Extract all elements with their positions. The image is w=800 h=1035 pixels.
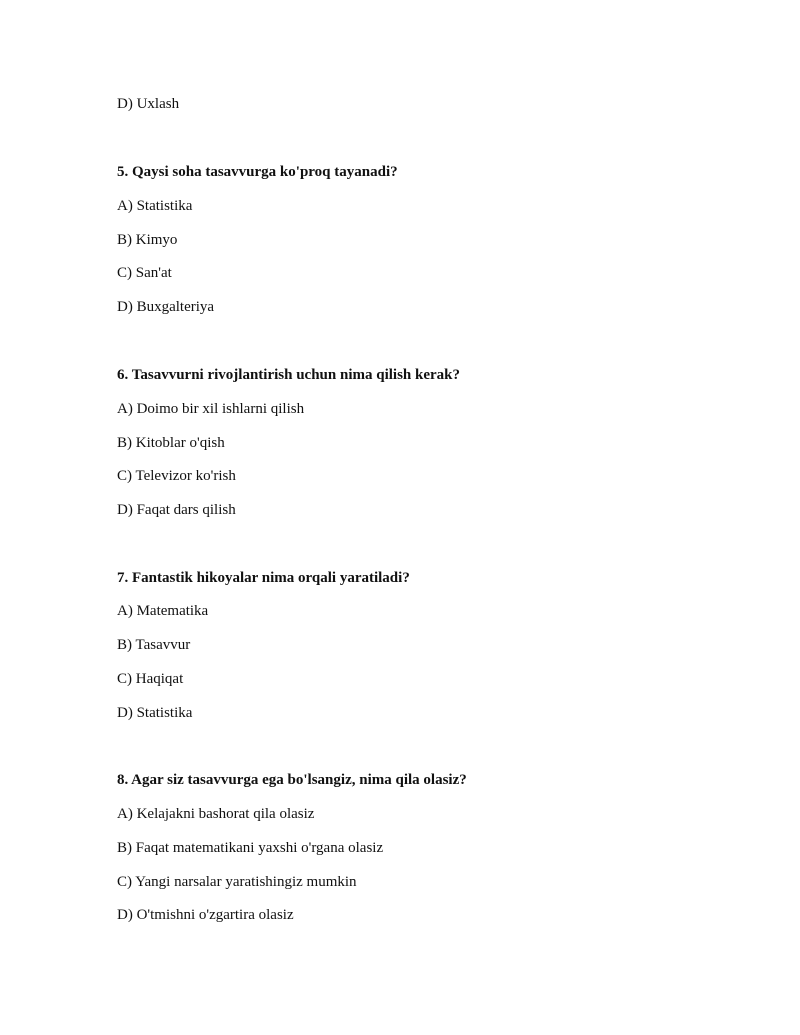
question-8-option-a: A) Kelajakni bashorat qila olasiz	[117, 806, 315, 822]
question-5-option-d: D) Buxgalteriya	[117, 299, 215, 315]
question-7-option-a: A) Matematika	[117, 603, 209, 619]
question-7-title: 7. Fantastik hikoyalar nima orqali yaratiladi?	[117, 570, 410, 586]
question-6-option-b: B) Kitoblar o'qish	[117, 435, 225, 451]
question-6-option-d: D) Faqat dars qilish	[117, 502, 236, 518]
question-7-option-c: C) Haqiqat	[117, 671, 184, 687]
question-7-option-b: B) Tasavvur	[117, 637, 191, 653]
question-8-option-c: C) Yangi narsalar yaratishingiz mumkin	[117, 874, 357, 890]
question-8-title: 8. Agar siz tasavvurga ega bo'lsangiz, nima qila olasiz?	[117, 772, 467, 788]
question-5-option-a: A) Statistika	[117, 198, 193, 214]
question-5-option-b: B) Kimyo	[117, 232, 178, 248]
question-5-option-c: C) San'at	[117, 265, 172, 281]
option-text: D) Uxlash	[117, 96, 180, 112]
question-6-title: 6. Tasavvurni rivojlantirish uchun nima qilish kerak?	[117, 367, 461, 383]
question-7-option-d: D) Statistika	[117, 705, 193, 721]
question-6-option-c: C) Televizor ko'rish	[117, 468, 236, 484]
question-5-title: 5. Qaysi soha tasavvurga ko'proq tayanadi?	[117, 164, 398, 180]
question-8-option-d: D) O'tmishni o'zgartira olasiz	[117, 907, 294, 923]
question-8-option-b: B) Faqat matematikani yaxshi o'rgana olasiz	[117, 840, 384, 856]
question-6-option-a: A) Doimo bir xil ishlarni qilish	[117, 401, 305, 417]
